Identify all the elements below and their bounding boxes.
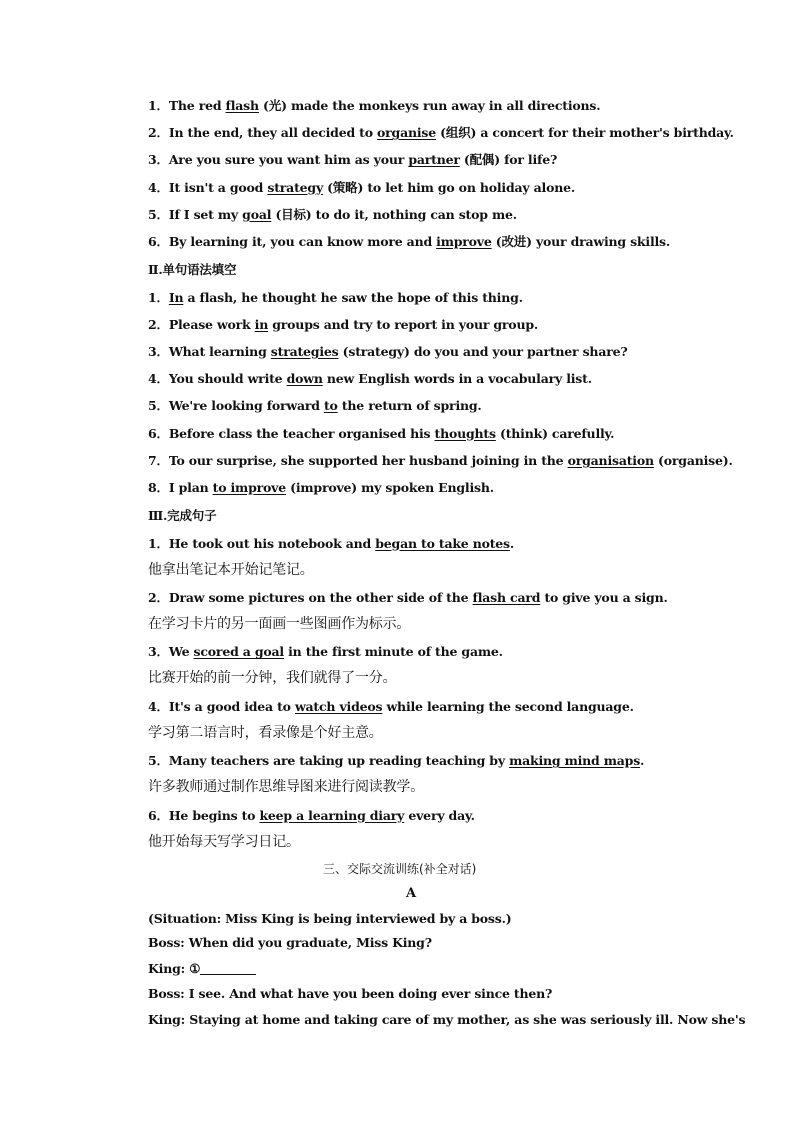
dialog-line [148,961,256,976]
sentence-text: the return of spring. [337,398,482,414]
sentence-text: We're looking forward [168,398,324,414]
exercise-item [148,315,538,333]
dialog-line [148,1012,745,1027]
answer-text: goal [242,206,272,222]
item-number: 6． [148,425,169,441]
sentence-text: What learning [168,343,271,359]
situation-text: (Situation: Miss King is being interviewed by a boss.) [148,911,512,926]
item-number: 7． [148,452,169,468]
sentence-text: In the end, they all decided to [168,125,378,141]
exercise-item [148,288,523,306]
exercise-item [148,396,482,414]
item-number: 6． [148,234,169,249]
item-number: 4． [148,371,169,387]
answer-text: scored a goal [193,644,284,660]
dialog-line [148,986,552,1001]
answer-text: strategies [270,343,339,359]
sentence-text: The red [168,98,226,113]
sentence-text: while learning the second language. [382,698,634,714]
answer-text: down [286,371,323,387]
sentence-text: To our surprise, she supported her husband joining in the [168,452,568,468]
sentence-text: (improve) my spoken English. [285,479,494,495]
sentence-text: (目标) to do it, nothing can stop me. [271,206,517,222]
sentence-text: (策略) to let him go on holiday alone. [323,179,576,195]
item-number: 4． [148,698,169,714]
answer-text: to [323,398,338,414]
exercise-item [148,96,600,114]
sentence-text: He begins to [168,807,260,823]
item-number: 4． [148,179,169,195]
sentence-text: new English words in a vocabulary list. [322,371,592,387]
answer-text: strategy [267,179,324,195]
answer-text: organise [377,125,437,141]
sentence-text: in the first minute of the game. [283,644,503,660]
sentence-text: every day. [404,807,475,823]
chinese-translation: 在学习卡片的另一面画一些图画作为标示。 [148,615,411,632]
sentence-text: We [168,644,194,660]
sentence-text: Many teachers are taking up reading teaching by [168,753,510,769]
sentence-text: (组织) a concert for their mother's birthday. [436,125,734,141]
dialog-text: King: ① [148,960,201,976]
item-number: 8． [148,479,169,495]
sentence-text: a flash, he thought he saw the hope of this thing. [183,289,523,305]
exercise-item [148,123,734,141]
sentence-text: I plan [168,479,213,495]
item-number: 1． [148,98,169,113]
exercise-item [148,806,475,824]
sentence-text: . [640,753,645,769]
sentence-text: (配偶) for life? [459,152,558,168]
chinese-translation: 许多教师通过制作思维导图来进行阅读教学。 [148,779,424,796]
answer-text: watch videos [294,698,383,714]
sentence-text: to give you a sign. [540,589,668,605]
item-number: 3． [148,152,169,168]
exercise-item [148,232,670,250]
answer-text: making mind maps [509,753,641,769]
sentence-text: It isn't a good [168,179,268,195]
dialog-text: Boss: I see. And what have you been doing ever since then? [148,986,553,1001]
answer-text: organisation [567,452,654,468]
sentence-text: He took out his notebook and [168,535,376,551]
sentence-text: groups and try to report in your group. [268,316,539,332]
answer-text: to improve [212,479,286,495]
sentence-text: It's a good idea to [168,698,295,714]
sentence-text: (strategy) do you and your partner share? [338,343,628,359]
item-number: 2． [148,316,169,332]
answer-text: In [168,289,184,305]
sentence-text: Before class the teacher organised his [168,425,435,441]
sentence-text: By learning it, you can know more and [168,234,437,249]
sentence-text: You should write [168,371,287,387]
exercise-item [148,178,575,196]
item-number: 1． [148,535,169,551]
exercise-item [148,642,503,660]
dialog-text: Boss: When did you graduate, Miss King? [148,935,432,950]
sentence-text: . [509,535,515,551]
exercise-item [148,534,514,552]
chinese-translation: 他开始每天写学习日记。 [148,833,300,850]
section-heading: Ⅲ.完成句子 [148,508,217,523]
item-number: 1． [148,289,169,305]
sentence-text: (organise). [653,452,733,468]
answer-blank [200,962,256,975]
item-number: 5． [148,398,169,414]
exercise-item [148,424,614,442]
answer-text: partner [408,152,460,168]
subsection-label: A [406,886,417,901]
sentence-text: Please work [168,316,255,332]
item-number: 5． [148,206,169,222]
exercise-item [148,205,517,223]
exercise-item [148,588,668,606]
dialog-text: King: Staying at home and taking care of my mother, as she was seriously ill. Now she's [148,1011,746,1027]
answer-text: improve [436,234,492,249]
answer-text: keep a learning diary [259,807,405,823]
dialog-line [148,935,432,950]
exercise-item [148,150,557,168]
chinese-translation: 比赛开始的前一分钟，我们就得了一分。 [148,670,397,687]
answer-text: flash [225,98,259,113]
sentence-text: Are you sure you want him as your [168,152,409,168]
sentence-text: Draw some pictures on the other side of the [168,589,473,605]
sentence-text: (改进) your drawing skills. [491,234,671,249]
exercise-item [148,451,733,469]
item-number: 6． [148,807,169,823]
item-number: 3． [148,343,169,359]
section-title: 三、交际交流训练(补全对话) [323,862,477,876]
exercise-item [148,697,634,715]
sentence-text: (光) made the monkeys run away in all directions. [258,98,601,113]
item-number: 2． [148,589,169,605]
exercise-item [148,478,494,496]
section-heading: Ⅱ.单句语法填空 [148,262,237,277]
chinese-translation: 他拿出笔记本开始记笔记。 [148,561,314,578]
item-number: 3． [148,644,169,660]
exercise-item [148,342,628,360]
answer-text: began to take notes [375,535,510,551]
item-number: 5． [148,753,169,769]
answer-text: flash card [472,589,541,605]
chinese-translation: 学习第二语言时，看录像是个好主意。 [148,724,383,741]
item-number: 2． [148,125,169,141]
exercise-item [148,369,592,387]
answer-text: thoughts [434,425,496,441]
exercise-item [148,751,644,769]
sentence-text: (think) carefully. [495,425,615,441]
answer-text: in [254,316,269,332]
sentence-text: If I set my [168,206,243,222]
